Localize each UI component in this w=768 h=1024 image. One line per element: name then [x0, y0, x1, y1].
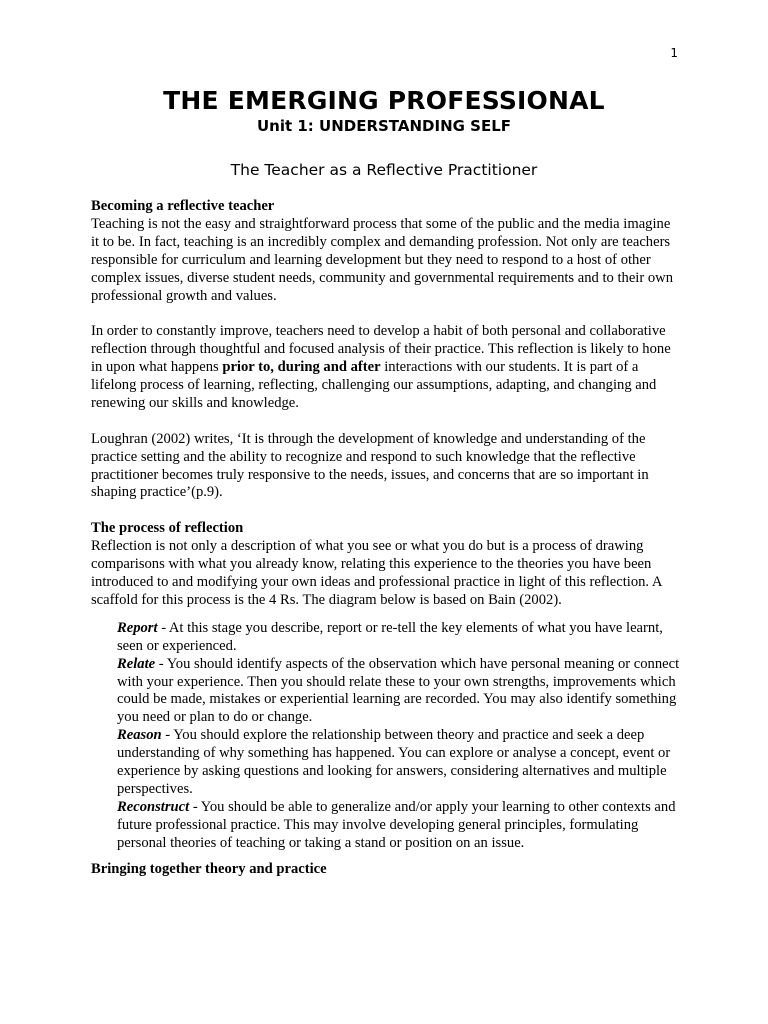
paragraph-loughran-quote: Loughran (2002) writes, ‘It is through the development of knowledge and understanding of the practice setting and the ability to recognize and respond to such knowledge that the reflective practitioner becomes truly responsive to the needs, issues, and concerns that are so important in shaping practice’(p.9).: [91, 430, 649, 501]
list-item-text: - You should be able to generalize and/or apply your learning to other contexts and future professional practice. This may involve developing general principles, formulating personal theories of teaching or taking a stand or position on an issue.: [117, 798, 676, 851]
list-item-reconstruct: [117, 799, 681, 853]
document-subtitle: The Teacher as a Reflective Practitioner: [230, 161, 538, 179]
section-heading-process-of-reflection: The process of reflection: [91, 520, 244, 537]
list-item-reason: [117, 727, 681, 799]
term-relate: Relate: [117, 655, 156, 672]
four-rs-list: [117, 620, 681, 853]
page-number: 1: [670, 46, 678, 60]
paragraph-reflection-description: Reflection is not only a description of what you see or what you do but is a process of drawing comparisons with what you already know, relating this experience to the theories you have been introduced to and modifying your own ideas and professional practice in light of this reflection. A scaffold for this process is the 4 Rs. The diagram below is based on Bain (2002).: [91, 538, 662, 608]
document-body: [91, 198, 681, 878]
list-item-text: - At this stage you describe, report or re-tell the key elements of what you have learnt, seen or experienced.: [117, 619, 663, 654]
section-heading-theory-and-practice: Bringing together theory and practice: [91, 860, 327, 877]
document-header: [0, 86, 768, 180]
paragraph-text: interactions with our students. It is part of a lifelong process of learning, reflecting, challenging our assumptions, adapting, and changing and renewing our skills and knowledge.: [91, 359, 657, 411]
section-heading-becoming-reflective-teacher: Becoming a reflective teacher: [91, 198, 275, 214]
term-reconstruct: Reconstruct: [117, 798, 190, 815]
list-item-report: [117, 620, 681, 656]
paragraph-constantly-improve: [91, 323, 681, 413]
document-title: THE EMERGING PROFESSIONAL: [163, 86, 605, 115]
list-item-text: - You should explore the relationship between theory and practice and seek a deep understanding of why something has happened. You can explore or analyse a concept, event or experience by asking questions and looking for answers, considering alternatives and multiple perspectives.: [117, 727, 671, 797]
list-item-relate: [117, 656, 681, 728]
list-item-text: - You should identify aspects of the observation which have personal meaning or connect with your experience. Then you should relate these to your own strengths, improvements which could be made, mistakes or experiential learning are recorded. You may also identify something you need or plan to do or change.: [117, 655, 680, 726]
unit-title: Unit 1: UNDERSTANDING SELF: [256, 117, 512, 135]
term-report: Report: [117, 619, 158, 636]
emphasis-prior-during-after: prior to, during and after: [222, 359, 381, 376]
paragraph-teaching-complex: Teaching is not the easy and straightforward process that some of the public and the media imagine it to be. In fact, teaching is an incredibly complex and demanding profession. Not only are teachers responsible for curriculum and learning development but they need to respond to a host of other complex issues, diverse student needs, community and governmental requirements and to their own professional growth and values.: [91, 215, 673, 304]
paragraph-text: In order to constantly improve, teachers need to develop a habit of both personal and collaborative reflection through thoughtful and focused analysis of their practice. This reflection is likely to hone in upon what happens: [91, 323, 671, 376]
term-reason: Reason: [117, 727, 162, 744]
